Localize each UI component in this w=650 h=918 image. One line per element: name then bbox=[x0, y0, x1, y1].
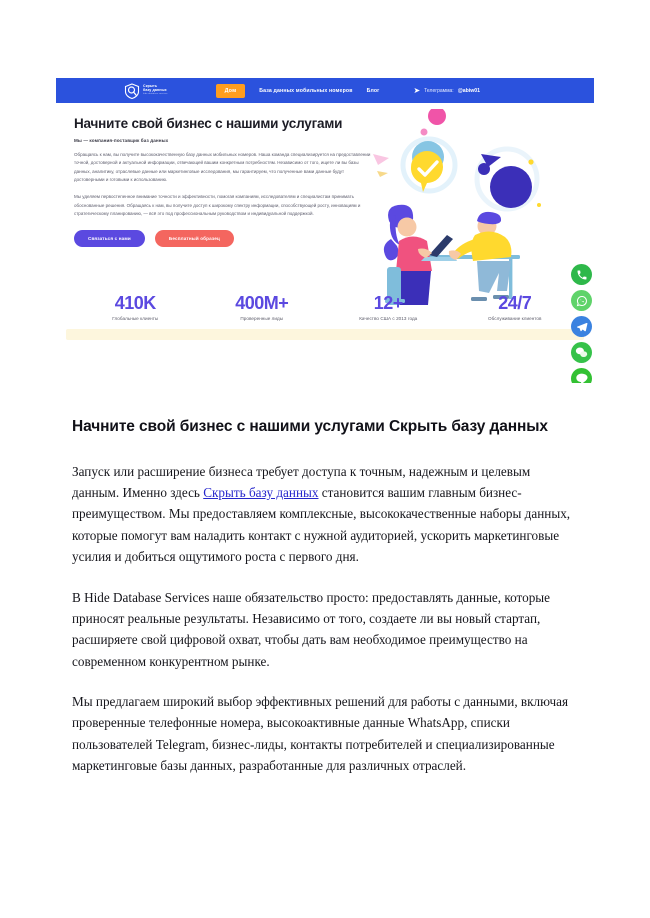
logo-line-1: Скрыть bbox=[143, 84, 158, 89]
nav-telegram-contact[interactable] bbox=[413, 87, 480, 95]
hero-subtitle: Мы — компания-поставщик баз данных bbox=[74, 138, 169, 143]
article-heading: Начните свой бизнес с нашими услугами Скрыть базу данных bbox=[72, 418, 548, 435]
logo-tagline: hide database services bbox=[143, 93, 168, 96]
hero-title: Начните свой бизнес с нашими услугами bbox=[74, 116, 343, 131]
stat-item bbox=[72, 294, 199, 321]
wechat-icon[interactable] bbox=[571, 342, 592, 363]
floating-social-rail bbox=[571, 264, 592, 383]
whatsapp-icon[interactable] bbox=[571, 290, 592, 311]
hero-illustration bbox=[371, 109, 576, 309]
site-nav-links bbox=[216, 84, 480, 98]
site-navbar bbox=[56, 78, 594, 103]
stat-value: 12+ bbox=[373, 293, 403, 313]
logo-line-2: базу данных bbox=[143, 88, 167, 92]
stat-value: 400M+ bbox=[235, 293, 289, 313]
article-body bbox=[72, 414, 580, 796]
contact-us-button[interactable]: Связаться с нами bbox=[74, 230, 145, 247]
site-hero-section bbox=[56, 103, 594, 345]
paragraph-1-text-after: становится вашим главным бизнес-преимуществом. Мы предоставляем комплексные, высококачественные наборы данных, которые помогут вам наладить контакт с нужной аудиторией, ускорить маркетинговые усилия и добиться ощутимого роста с первого дня. bbox=[72, 485, 571, 565]
stat-label: Проверенные лиды bbox=[240, 316, 284, 321]
article-paragraph-1 bbox=[72, 461, 580, 568]
line-chat-icon[interactable] bbox=[571, 368, 592, 383]
hide-database-link[interactable]: Скрыть базу данных bbox=[203, 485, 319, 501]
paragraph-1-text-before: Запуск или расширение бизнеса требует доступа к точным, надежным и целевым данным. Именно здесь bbox=[72, 463, 531, 501]
stat-label: Качество США с 2013 года bbox=[359, 316, 418, 321]
free-sample-button[interactable]: Бесплатный образец bbox=[155, 230, 234, 247]
stat-item bbox=[452, 294, 579, 321]
phone-icon[interactable] bbox=[571, 264, 592, 285]
nav-item-blog[interactable]: Блог bbox=[366, 87, 380, 94]
embedded-website-screenshot bbox=[56, 78, 594, 383]
telegram-plane-icon: ➤ bbox=[413, 85, 421, 95]
site-logo[interactable] bbox=[124, 83, 168, 99]
hero-paragraph-1: Обращаясь к нам, вы получите высококачественную базу данных мобильных номеров. Наша команда специализируется на предоставлении точной, достоверной и актуальной информации, отвечающей вашим конкретным потребностям. Независимо от того, ищете ли вы базы данных, аналитику, отраслевые данные или маркетинговые исследования, мы гарантируем, что полученные вами данные будут достоверными и готовыми к использованию. bbox=[74, 152, 371, 182]
telegram-label: Телеграмма: bbox=[424, 87, 454, 94]
stats-strip bbox=[56, 294, 594, 321]
article-paragraph-2: В Hide Database Services наше обязательство просто: предоставлять данные, которые приносят реальные результаты. Независимо от того, создаете ли вы новый стартап, расширяете свой цифровой охват, чтобы дать вам необходимое преимущество на современном конкурентном рынке. bbox=[72, 589, 551, 669]
nav-item-mobile-number-database[interactable]: База данных мобильных номеров bbox=[259, 87, 353, 94]
stat-label: Глобальные клиенты bbox=[112, 316, 159, 321]
stat-value: 410K bbox=[114, 293, 156, 313]
stat-label: Обслуживание клиентов bbox=[488, 316, 542, 321]
telegram-icon[interactable] bbox=[571, 316, 592, 337]
stat-item bbox=[325, 294, 452, 321]
nav-item-home[interactable]: Дом bbox=[216, 84, 246, 98]
article-paragraph-3: Мы предлагаем широкий выбор эффективных решений для работы с данными, включая проверенные телефонные номера, высокоактивные данные WhatsApp, списки пользователей Telegram, бизнес-лиды, контакты потребителей и специализированные маркетинговые базы данных, разработанные для различных отраслей. bbox=[72, 694, 569, 774]
telegram-handle: @abiw01 bbox=[457, 87, 481, 94]
hero-bottom-accent-bar bbox=[66, 329, 584, 340]
shield-logo-icon bbox=[124, 83, 140, 99]
stat-value: 24/7 bbox=[498, 293, 532, 313]
hero-paragraph-2: Мы уделяем первостепенное внимание точности и эффективности, помогая компаниям, исследователям и специалистам принимать обоснованные решения. Обращаясь к нам, вы получите доступ к широкому спектру информации, способствующей росту, инновациям и стратегическому планированию, — всё это под профессиональным руководством и индивидуальной поддержкой. bbox=[74, 194, 361, 216]
stat-item bbox=[199, 294, 326, 321]
